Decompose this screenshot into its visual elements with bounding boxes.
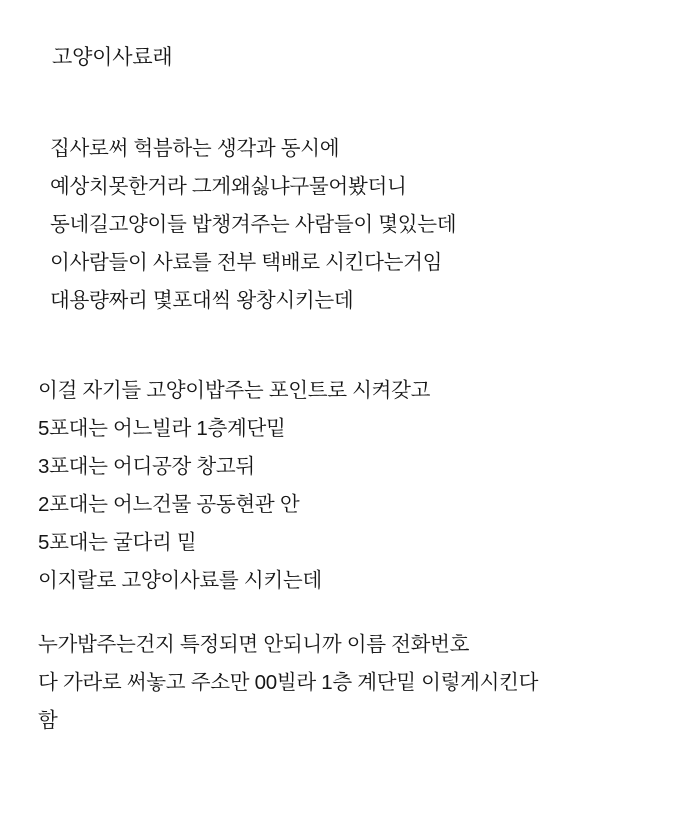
page-title: 고양이사료래: [52, 46, 173, 69]
text-line: 집사로써 헉븜하는 생각과 동시에: [50, 137, 340, 160]
paragraph-anonymity: [30, 626, 643, 740]
paragraph-delivery-points: [30, 372, 643, 600]
text-line: 3포대는 어디공장 창고뒤: [38, 455, 255, 478]
text-line: 함: [38, 709, 58, 732]
text-line: 동네길고양이들 밥챙겨주는 사람들이 몇있는데: [50, 213, 457, 236]
text-line: 예상치못한거라 그게왜싫냐구물어봤더니: [50, 175, 407, 198]
spacer-between-paragraphs-2: [30, 600, 643, 626]
text-line: 누가밥주는건지 특정되면 안되니까 이름 전화번호: [38, 633, 470, 656]
text-line: 이걸 자기들 고양이밥주는 포인트로 시켜갖고: [38, 379, 431, 402]
text-line: 대용량짜리 몇포대씩 왕창시키는데: [50, 289, 354, 312]
text-line: 5포대는 굴다리 밑: [38, 531, 197, 554]
spacer-after-title: [30, 72, 643, 130]
text-line: 다 가라로 써놓고 주소만 00빌라 1층 계단밑 이렇게시킨다: [38, 671, 539, 694]
text-line: 5포대는 어느빌라 1층계단밑: [38, 417, 286, 440]
text-line: 2포대는 어느건물 공동현관 안: [38, 493, 300, 516]
spacer-between-paragraphs-1: [30, 320, 643, 372]
text-line: 이사람들이 사료를 전부 택배로 시킨다는거임: [50, 251, 443, 274]
paragraph-intro: [30, 130, 643, 320]
text-line: 이지랄로 고양이사료를 시키는데: [38, 569, 322, 592]
